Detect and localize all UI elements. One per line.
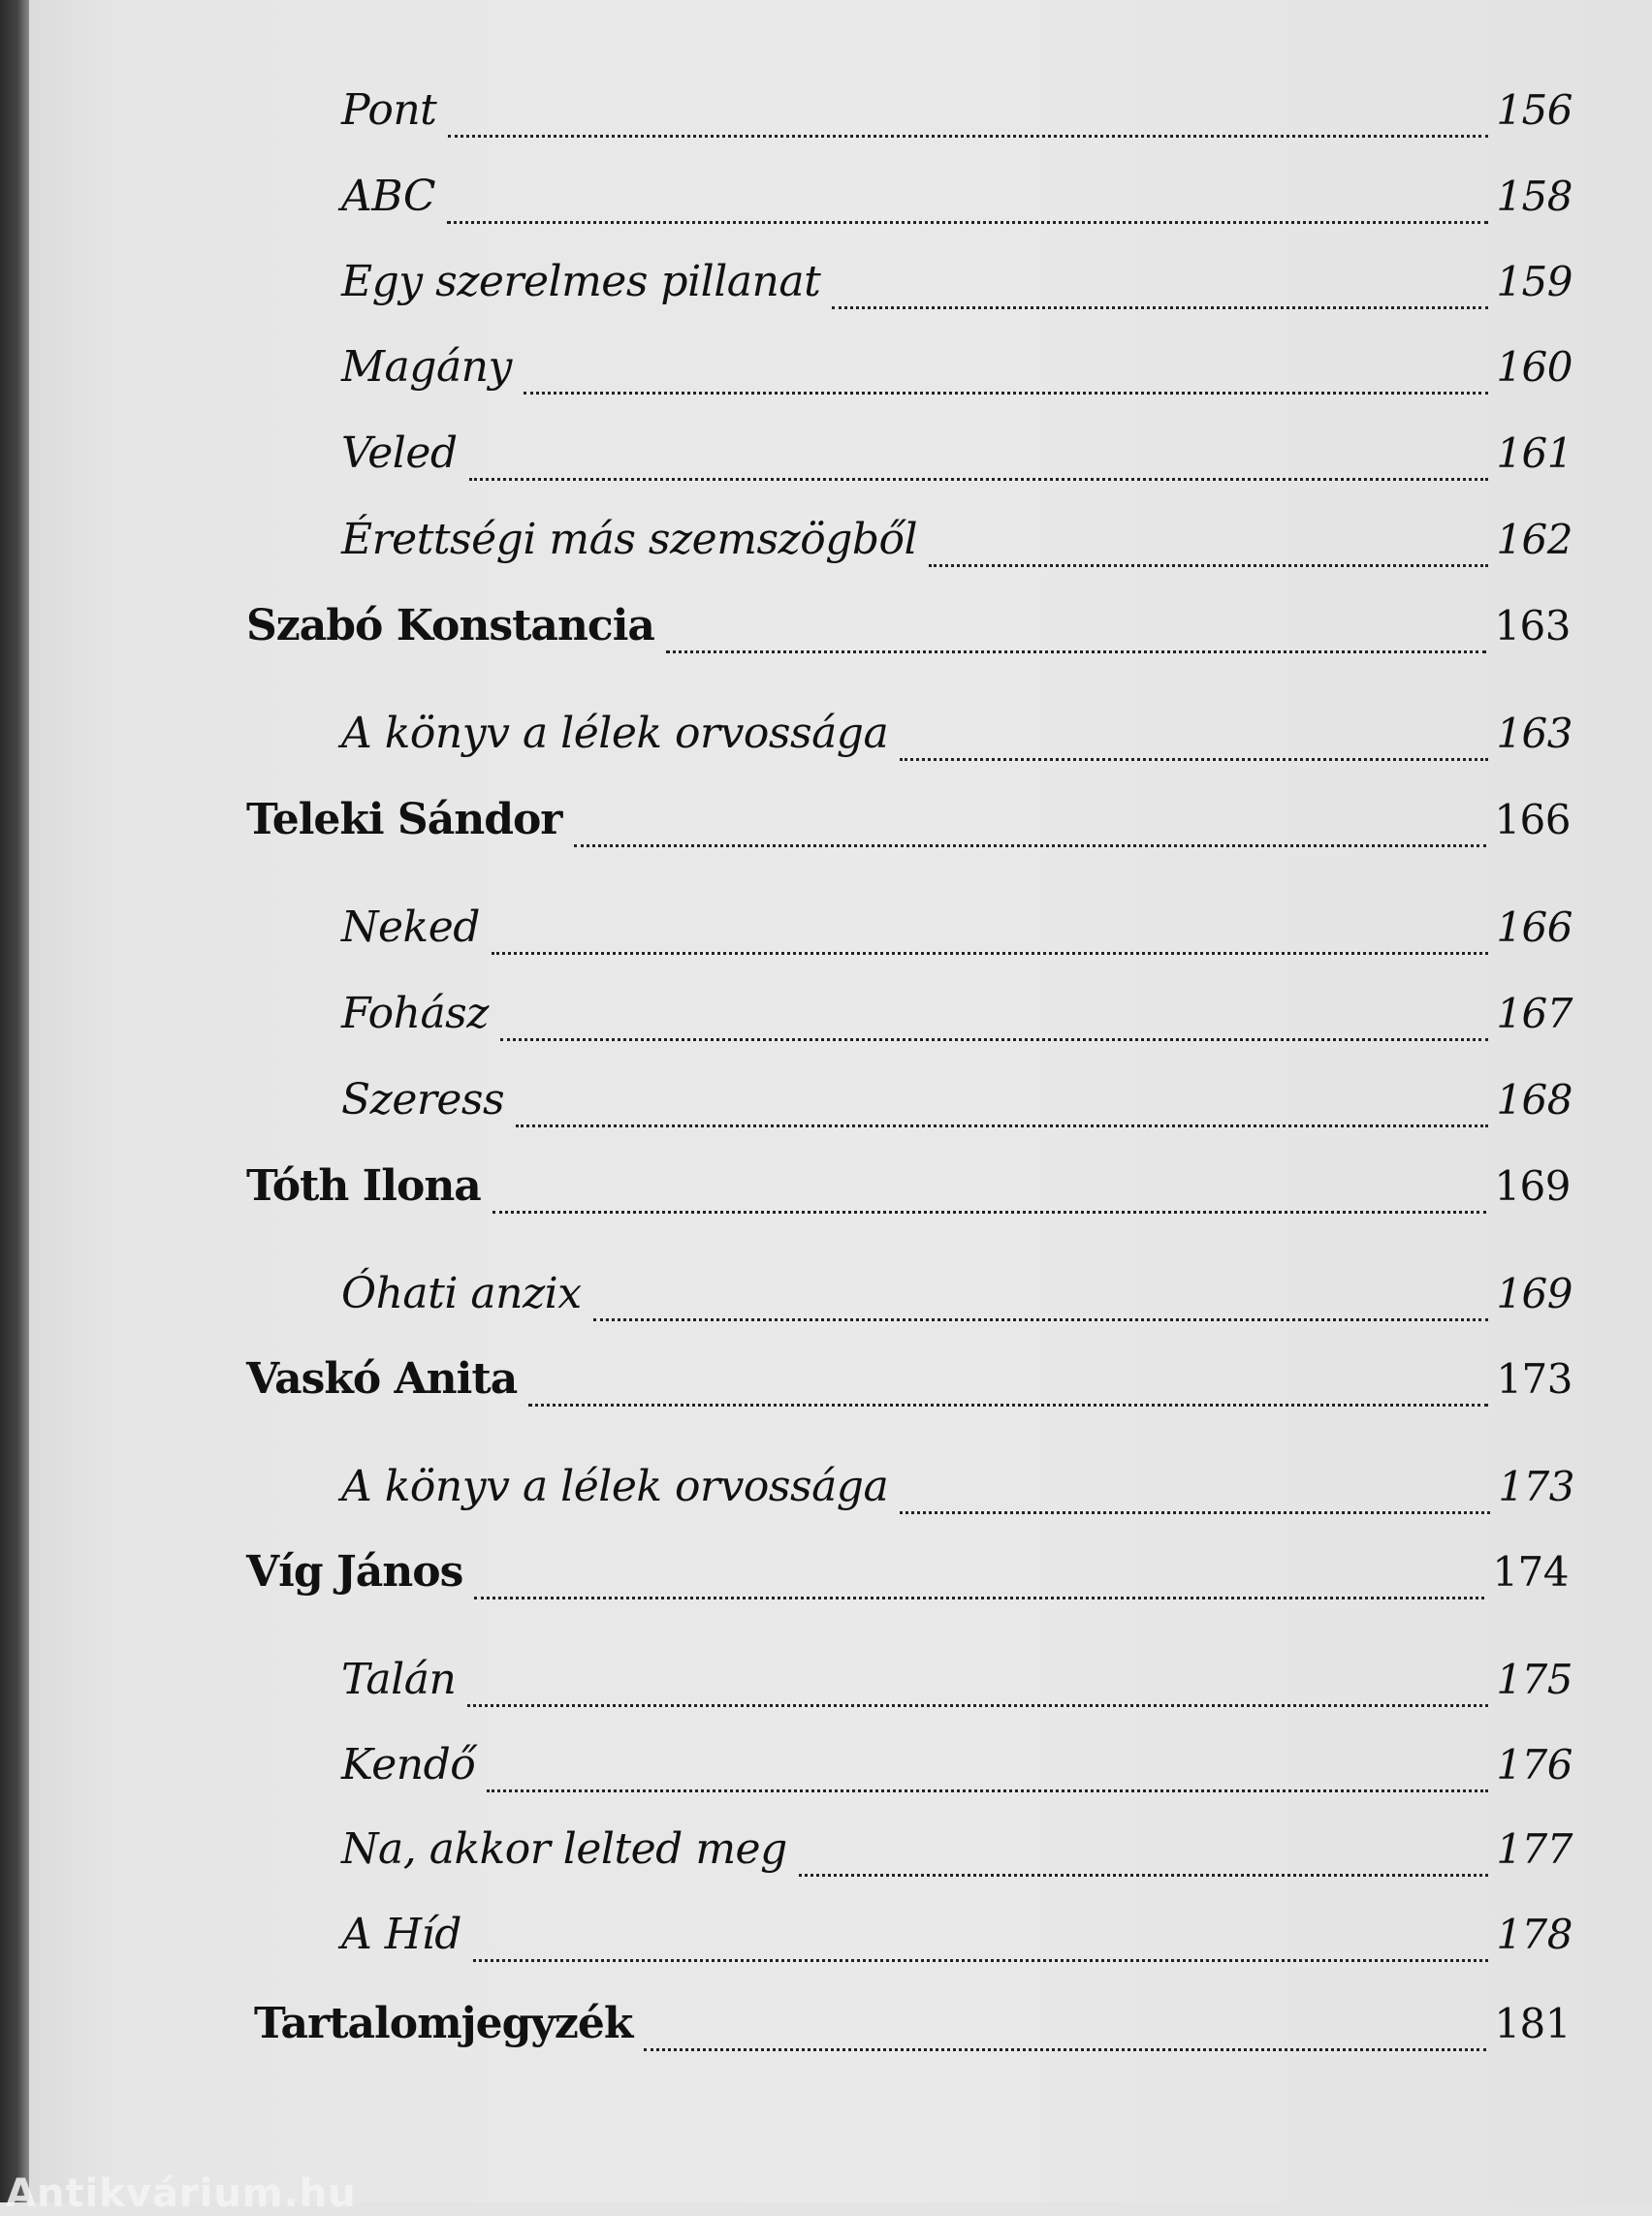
toc-entry-page: 167 [1496,990,1573,1037]
toc-author-name: Vaskó Anita [246,1354,518,1404]
toc-entry [341,85,1573,143]
dot-leader [666,650,1486,653]
dot-leader [524,392,1488,395]
dot-leader [593,1318,1489,1321]
dot-leader [528,1404,1488,1407]
dot-leader [447,221,1488,224]
toc-entry-page: 168 [1496,1076,1573,1124]
toc-entry-page: 166 [1496,903,1573,951]
toc-entry-title: Óhati anzix [341,1269,582,1318]
dot-leader [500,1038,1488,1041]
toc-entry-page: 169 [1494,1162,1571,1210]
toc-entry-title: Talán [341,1655,457,1704]
toc-author-name: Tóth Ilona [246,1161,481,1211]
dot-leader [469,478,1489,481]
toc-entry-page: 173 [1496,1355,1573,1403]
toc-entry-page: 156 [1496,86,1573,134]
dot-leader [574,844,1487,847]
toc-entry-page: 169 [1496,1270,1573,1317]
dot-leader [900,758,1488,761]
toc-entry [341,1075,1573,1133]
toc-entry [341,989,1573,1047]
toc-entry [341,428,1573,487]
toc-author-entry [246,601,1571,659]
toc-entry-page: 163 [1496,710,1573,757]
toc-entry-page: 161 [1496,429,1573,477]
toc-author-entry [246,795,1571,853]
dot-leader [799,1874,1489,1877]
toc-entry [341,172,1573,230]
toc-entry-page: 181 [1494,2000,1571,2047]
toc-entry [341,709,1573,767]
toc-entry-title: A könyv a lélek orvossága [341,1462,889,1511]
toc-entry-page: 175 [1496,1656,1573,1703]
toc-entry-title: Fohász [341,989,489,1038]
toc-author-name: Szabó Konstancia [246,601,654,650]
toc-entry-title: Szeress [341,1075,505,1124]
toc-entry-page: 159 [1496,258,1573,305]
dot-leader [492,1211,1487,1214]
dot-leader [832,306,1488,309]
toc-entry-page: 162 [1496,516,1573,563]
toc-entry-title: A Híd [341,1910,461,1959]
toc-entry-title: Magány [341,342,512,392]
dot-leader [448,135,1488,138]
toc-entry-title: Na, akkor lelted meg [341,1824,787,1874]
toc-entry-title: Egy szerelmes pillanat [341,257,821,306]
toc-author-entry [246,1161,1571,1219]
dot-leader [929,564,1488,567]
toc-entry [341,1740,1573,1798]
toc-entry-title: Érettségi más szemszögből [341,515,918,564]
toc-entry-page: 177 [1496,1825,1573,1873]
toc-entry [341,515,1573,573]
toc-entry-title: A könyv a lélek orvossága [341,709,889,758]
toc-entry [341,902,1573,961]
dot-leader [487,1789,1488,1792]
toc-contents-title: Tartalomjegyzék [254,1999,633,2048]
toc-entry-title: Kendő [341,1740,476,1789]
toc-author-name: Teleki Sándor [246,795,562,844]
dot-leader [467,1704,1488,1707]
dot-leader [473,1959,1488,1962]
toc-entry [341,1462,1574,1520]
toc-entry-page: 176 [1496,1741,1573,1789]
toc-entry-title: Veled [341,428,458,478]
dot-leader [474,1597,1484,1599]
toc-entry-page: 158 [1496,173,1573,220]
dot-leader [492,952,1488,955]
toc-entry [341,1910,1573,1968]
toc-entry [341,1824,1573,1883]
toc-entry-page: 173 [1498,1463,1574,1510]
toc-entry [341,342,1573,400]
toc-author-entry [246,1354,1573,1412]
toc-author-name: Víg János [246,1547,463,1597]
toc-entry-title: Neked [341,902,480,952]
toc-author-entry [246,1547,1569,1605]
toc-entry-title: ABC [341,172,436,221]
toc-entry [341,257,1573,315]
dot-leader [516,1124,1488,1127]
toc-entry-page: 166 [1494,796,1571,843]
toc-entry-page: 174 [1492,1548,1569,1596]
toc-entry-page: 178 [1496,1911,1573,1958]
toc-entry [341,1269,1573,1327]
toc-entry [341,1655,1573,1713]
toc-entry-page: 160 [1496,343,1573,391]
toc-entry-page: 163 [1494,602,1571,649]
toc-author-entry [254,1999,1571,2057]
dot-leader [644,2048,1486,2051]
watermark: Antikvárium.hu [6,2171,357,2216]
dot-leader [900,1511,1490,1514]
toc-entry-title: Pont [341,85,437,135]
